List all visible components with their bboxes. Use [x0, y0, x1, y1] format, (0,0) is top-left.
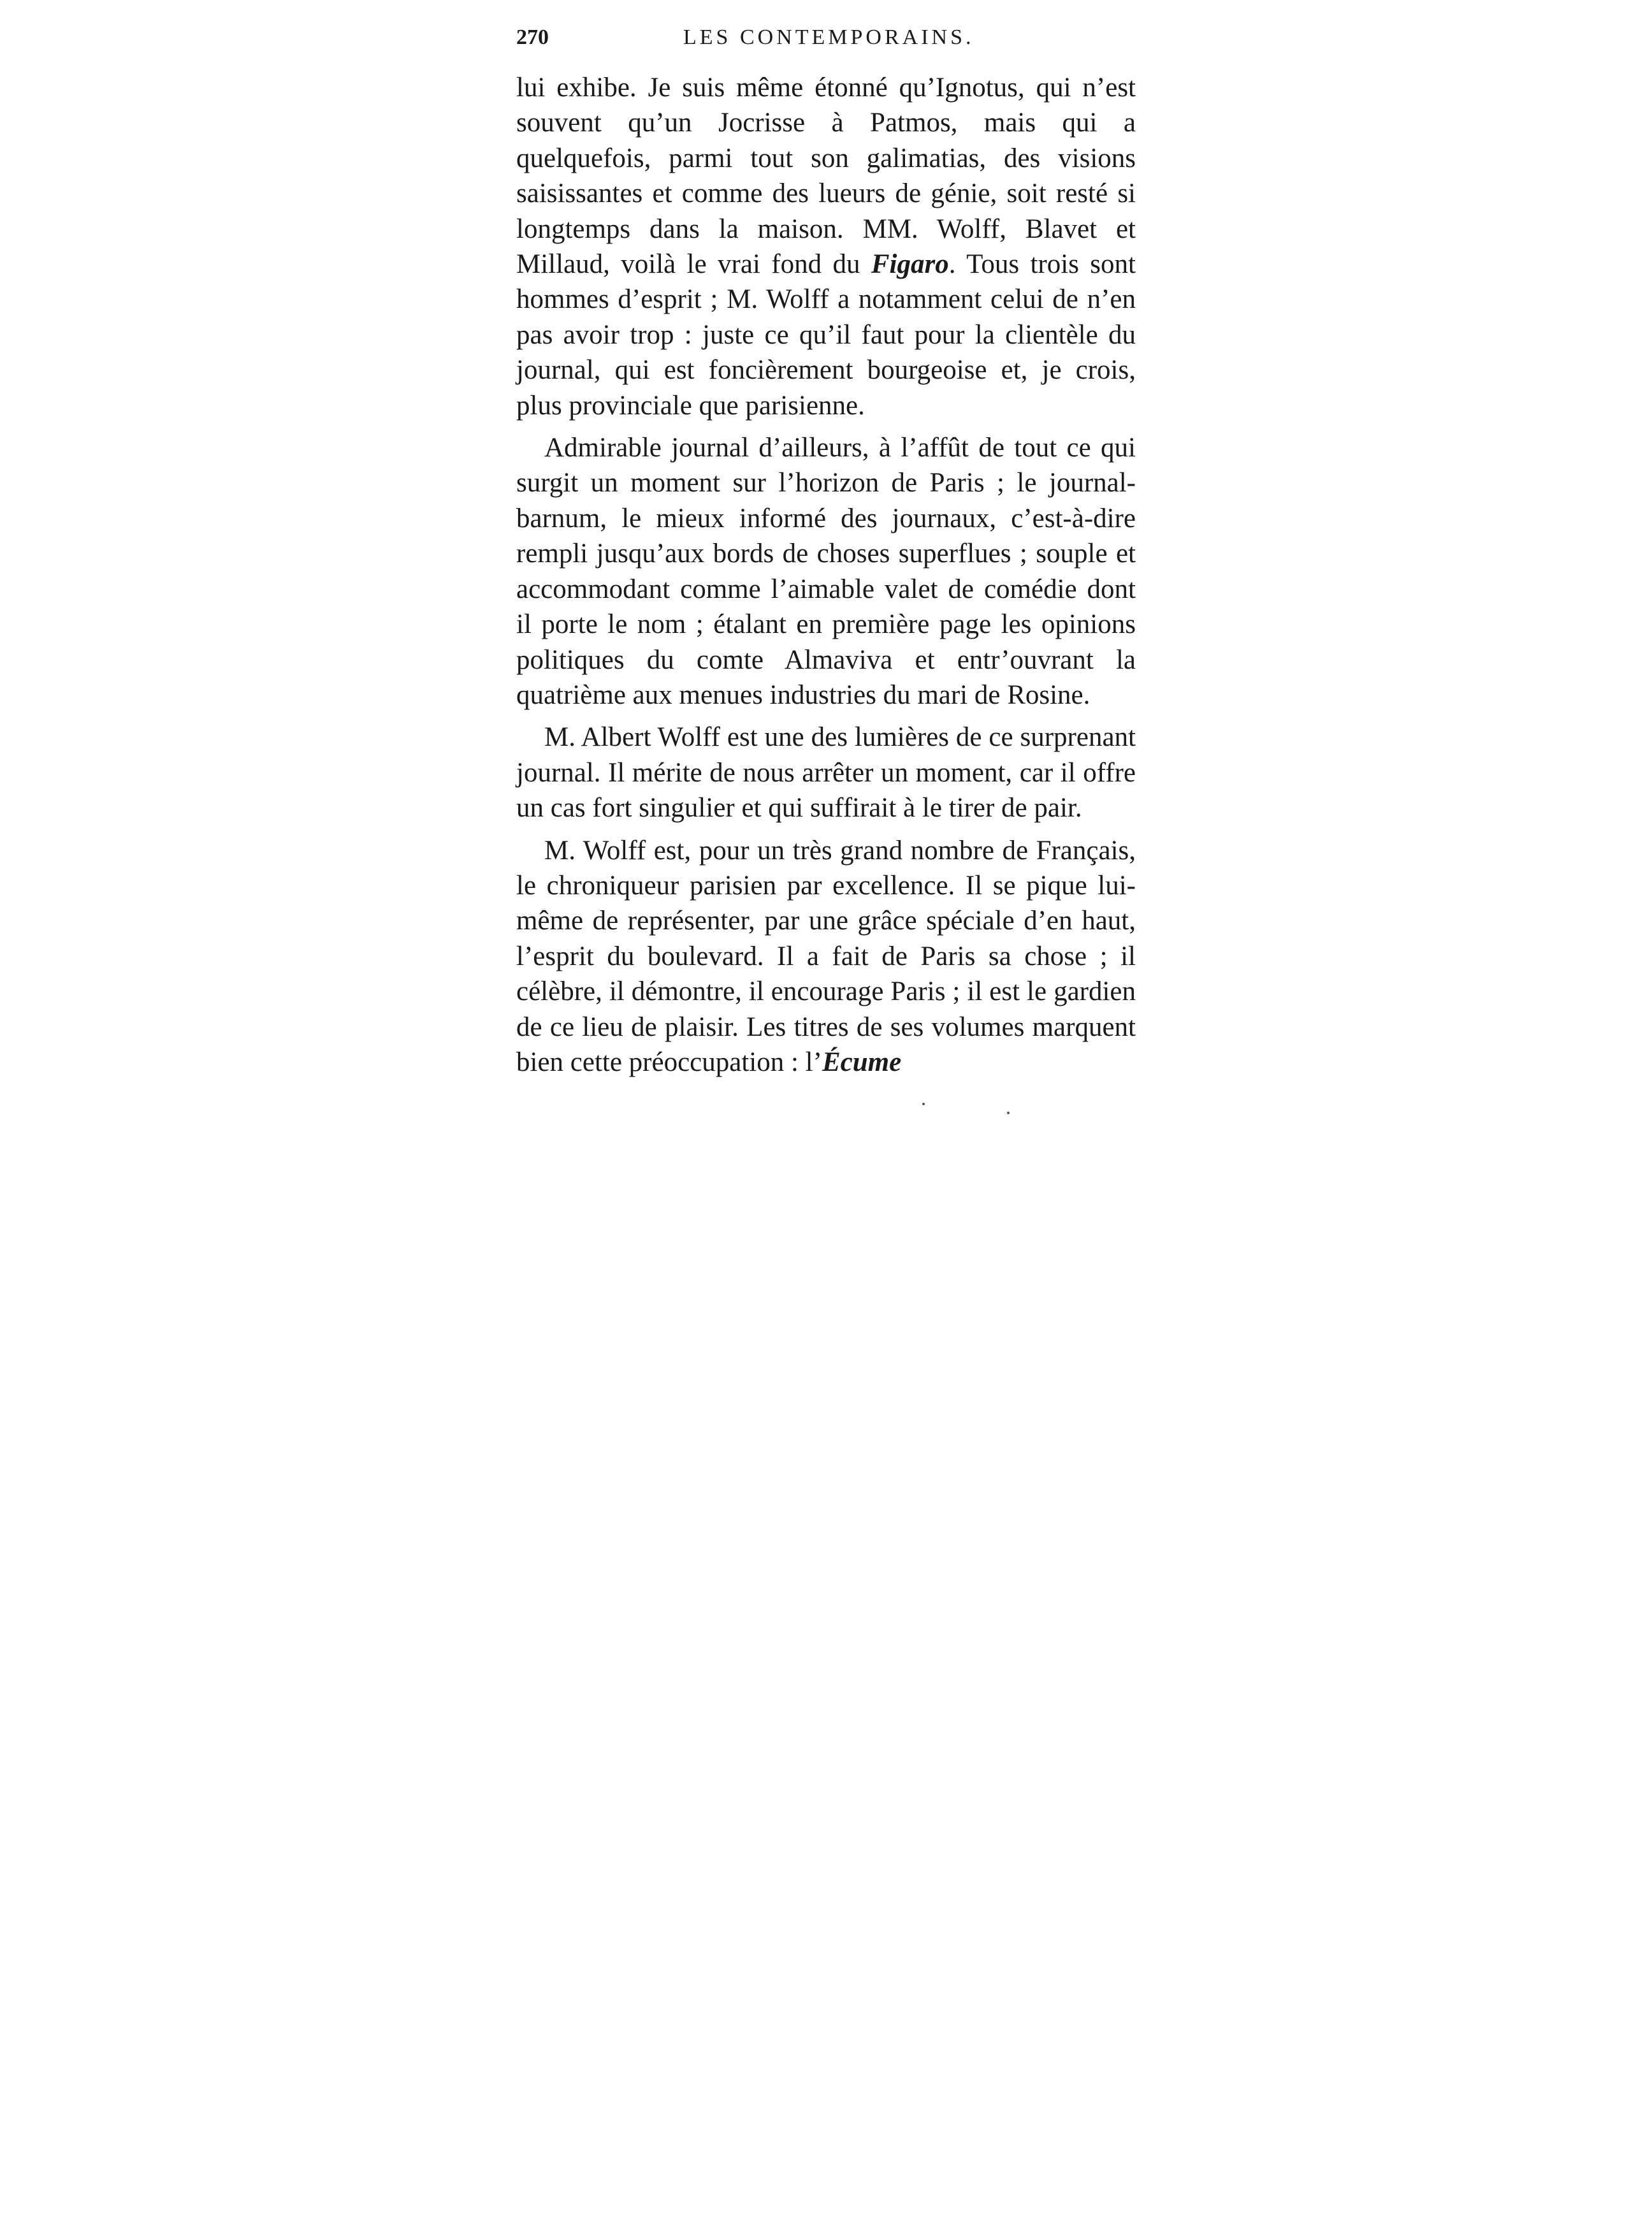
text-span: Admirable journal d’ailleurs, à l’affût de tout ce qui surgit un moment sur l’horizon de Paris ; le journal-barnum, le mieux informé des journaux, c’est-à-dire rempli jusqu’aux bords de choses superflues ; souple et accommodant comme l’aimable valet de comédie dont il porte le nom ; étalant en première page les opinions politiques du comte Almaviva et entr’ouvrant la quatrième aux menues industries du mari de Rosine.	[516, 433, 1136, 710]
text-span: M. Albert Wolff est une des lumières de ce surprenant journal. Il mérite de nous arrêter un moment, car il offre un cas fort singulier et qui suffirait à le tirer de pair.	[516, 722, 1136, 824]
book-page	[516, 18, 1136, 1087]
running-head	[516, 18, 1136, 57]
italic-title-ecume: Écume	[822, 1047, 902, 1077]
text-span: lui exhibe. Je suis même étonné qu’Ignotus, qui n’est souvent qu’un Jocrisse à Patmos, mais qui a quelquefois, parmi tout son galimatias, des visions saisissantes et comme des lueurs de génie, soit resté si longtemps dans la maison. MM. Wolff, Blavet et Millaud, voilà le vrai fond du	[516, 73, 1136, 280]
scan-speck	[1007, 1112, 1010, 1114]
paragraph-2	[516, 430, 1136, 713]
text-span: . Tous trois sont hommes d’esprit ; M. Wolff a notamment celui de n’en pas avoir trop : juste ce qu’il faut pour la clientèle du journal, qui est foncièrement bourgeoise et, je crois, plus provinciale que parisienne.	[516, 249, 1136, 421]
body-text	[516, 70, 1136, 1080]
text-span: M. Wolff est, pour un très grand nombre de Français, le chroniqueur parisien par excellence. Il se pique lui-même de représenter, par une grâce spéciale d’en haut, l’esprit du boulevard. Il a fait de Paris sa chose ; il célèbre, il démontre, il encourage Paris ; il est le gardien de ce lieu de plaisir. Les titres de ses volumes marquent bien cette préoccupation : l’	[516, 835, 1136, 1077]
italic-title-figaro: Figaro	[871, 249, 949, 280]
paragraph-3	[516, 720, 1136, 825]
paragraph-1	[516, 70, 1136, 423]
page-number: 270	[516, 25, 549, 49]
scan-speck	[922, 1103, 925, 1105]
running-title: LES CONTEMPORAINS.	[683, 25, 975, 49]
paragraph-4	[516, 833, 1136, 1080]
